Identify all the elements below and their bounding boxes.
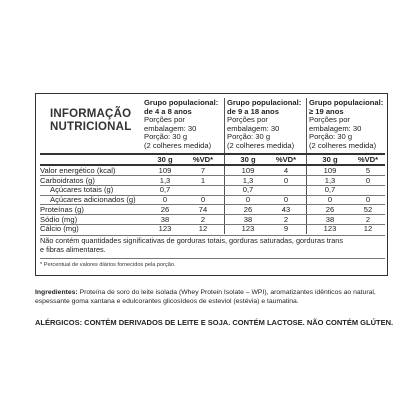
nutrient-value: 1,3 (324, 175, 336, 185)
nutrient-value: 26 (243, 204, 253, 214)
group-servings-label: Porções por (227, 115, 268, 125)
group-servings: embalagem: 30 (309, 123, 362, 133)
nutrient-label: Proteínas (g) (40, 204, 84, 214)
nutrient-value: 74 (198, 204, 208, 214)
daily-value-footnote: * Percentual de valores diários fornecidos pela porção. (40, 262, 176, 268)
nutrient-value: 1,3 (242, 175, 254, 185)
nutrient-value: 123 (241, 224, 255, 234)
note-rule (40, 258, 385, 259)
nutrient-value: 123 (158, 224, 172, 234)
nutrient-label: Sódio (mg) (40, 214, 78, 224)
nutrition-facts-table (35, 93, 388, 276)
group-servings-label: Porções por (144, 115, 185, 125)
group-portion: Porção: 30 g (144, 132, 188, 142)
nutrient-label: Valor energético (kcal) (40, 166, 116, 175)
group-portion: Porção: 30 g (309, 132, 353, 142)
nutrient-label: Cálcio (mg) (40, 224, 79, 234)
nutrient-value: 0,7 (159, 185, 171, 195)
ingredients-list: Proteína de soro do leite isolada (Whey Protein Isolate – WPI), aromatizantes idênticos ao natural, espessante goma xantana e edulcorantes glicosídeos de esteviol (estévia) e taumatina. (35, 289, 376, 305)
nutrient-value: 0 (365, 195, 371, 205)
ingredients-label: Ingredientes: (35, 289, 78, 296)
nutrient-value: 38 (243, 214, 253, 224)
group-name: Grupo populacional: (309, 98, 384, 107)
group-age: ≥ 19 anos (309, 106, 344, 116)
nutrient-value: 0 (200, 195, 206, 205)
nutrient-value: 109 (323, 166, 337, 175)
nutrient-value: 0 (245, 195, 251, 205)
column-header: 30 g (322, 155, 338, 164)
nutrient-value: 109 (158, 166, 172, 175)
not-significant-note (40, 237, 386, 254)
group-name: Grupo populacional: (227, 98, 302, 107)
nutrient-value: 38 (160, 214, 170, 224)
nutrient-value: 2 (283, 214, 289, 224)
nutrient-label: Carboidratos (g) (40, 175, 95, 185)
nutrient-value: 26 (160, 204, 170, 214)
nutrient-value: 2 (200, 214, 206, 224)
nutrient-value: 0,7 (242, 185, 254, 195)
nutrient-value: 38 (325, 214, 335, 224)
group-servings: embalagem: 30 (144, 123, 197, 133)
nutrient-value: 109 (241, 166, 255, 175)
group-servings: embalagem: 30 (227, 123, 280, 133)
nutrient-value: 0,7 (324, 185, 336, 195)
nutrient-value: 1,3 (159, 175, 171, 185)
nutrient-value: 0 (327, 195, 333, 205)
nutrient-value: 0 (283, 175, 289, 185)
column-header: 30 g (157, 155, 173, 164)
nutrient-value: 4 (283, 166, 289, 175)
nutrient-value: 26 (325, 204, 335, 214)
nutrient-value: 7 (200, 166, 206, 175)
group-age: de 4 a 8 anos (144, 106, 192, 116)
group-portion-measure: (2 colheres medida) (227, 140, 295, 150)
title-line-1: INFORMAÇÃO (50, 108, 132, 120)
group-portion-measure: (2 colheres medida) (144, 140, 212, 150)
note-line-2: e fibras alimentares. (40, 244, 106, 254)
nutrient-value: 5 (365, 166, 371, 175)
column-header: %VD* (357, 155, 379, 164)
column-header: %VD* (192, 155, 214, 164)
group-header-4-8 (144, 99, 224, 151)
nutrient-value: 0 (283, 195, 289, 205)
group-header-9-18 (227, 99, 307, 151)
group-portion-measure: (2 colheres medida) (309, 140, 377, 150)
group-header-19-plus (309, 99, 389, 151)
group-portion: Porção: 30 g (227, 132, 271, 142)
allergens-statement: ALÉRGICOS: CONTÉM DERIVADOS DE LEITE E SOJA. CONTÉM LACTOSE. NÃO CONTÉM GLÚTEN. (35, 318, 394, 327)
nutrient-value: 123 (323, 224, 337, 234)
nutrient-value: 9 (283, 224, 289, 234)
nutrient-value: 2 (365, 214, 371, 224)
group-age: de 9 a 18 anos (227, 106, 279, 116)
nutrient-value: 0 (162, 195, 168, 205)
nutrient-value: 52 (363, 204, 373, 214)
nutrient-label: Açúcares totais (g) (50, 185, 114, 195)
nutrient-value: 12 (198, 224, 208, 234)
nutrient-value: 43 (281, 204, 291, 214)
group-name: Grupo populacional: (144, 98, 219, 107)
ingredients-text (35, 289, 390, 306)
note-line-1: Não contém quantidades significativas de gorduras totais, gorduras saturadas, gorduras trans (40, 236, 343, 245)
nutrient-value: 1 (200, 175, 206, 185)
nutrient-value: 0 (365, 175, 371, 185)
nutrient-value: 12 (363, 224, 373, 234)
column-header: %VD* (275, 155, 297, 164)
column-header: 30 g (240, 155, 256, 164)
title-line-2: NUTRICIONAL (50, 121, 132, 133)
group-servings-label: Porções por (309, 115, 350, 125)
nutrient-label: Açúcares adicionados (g) (50, 195, 136, 205)
